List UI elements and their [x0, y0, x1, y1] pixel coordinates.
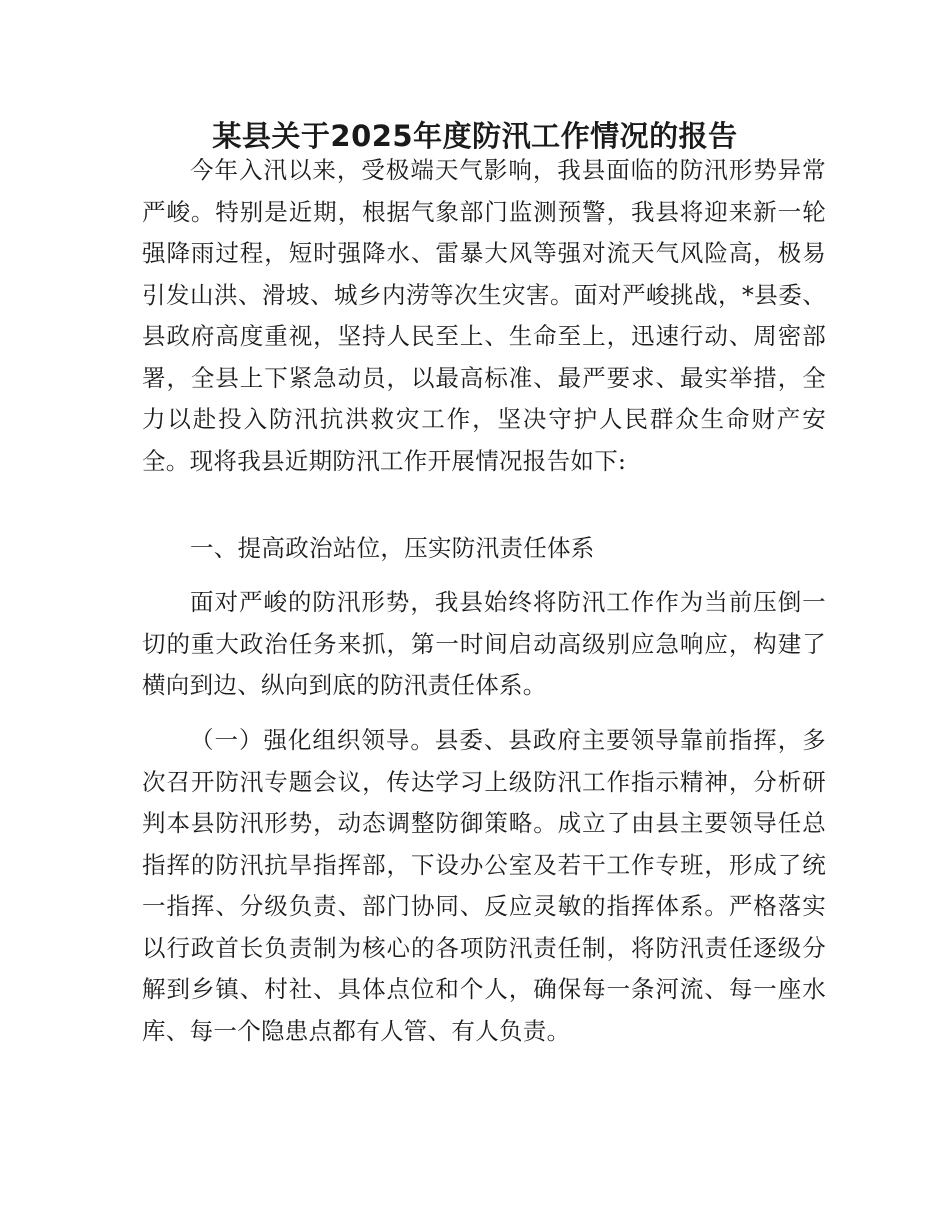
- document-title: 某县关于2025年度防汛工作情况的报告: [212, 119, 738, 153]
- section-heading: 一、提高政治站位，压实防汛责任体系: [190, 534, 595, 562]
- intro-paragraph: 今年入汛以来，受极端天气影响，我县面临的防汛形势异常严峻。特别是近期，根据气象部门监测预警，我县将迎来新一轮强降雨过程，短时强降水、雷暴大风等强对流天气风险高，极易引发山洪、滑坡、城乡内涝等次生灾害。面对严峻挑战，*县委、县政府高度重视，坚持人民至上、生命至上，迅速行动、周密部署，全县上下紧急动员，以最高标准、最严要求、最实举措，全力以赴投入防汛抗洪救灾工作，坚决守护人民群众生命财产安全。现将我县近期防汛工作开展情况报告如下:: [142, 156, 826, 475]
- section-body-paragraph: 面对严峻的防汛形势，我县始终将防汛工作作为当前压倒一切的重大政治任务来抓，第一时间启动高级别应急响应，构建了横向到边、纵向到底的防汛责任体系。: [142, 588, 826, 699]
- subsection-paragraph: （一）强化组织领导。县委、县政府主要领导靠前指挥，多次召开防汛专题会议，传达学习上级防汛工作指示精神，分析研判本县防汛形势，动态调整防御策略。成立了由县主要领导任总指挥的防汛抗旱指挥部，下设办公室及若干工作专班，形成了统一指挥、分级负责、部门协同、反应灵敏的指挥体系。严格落实以行政首长负责制为核心的各项防汛责任制，将防汛责任逐级分解到乡镇、村社、具体点位和个人，确保每一条河流、每一座水库、每一个隐患点都有人管、有人负责。: [142, 726, 826, 1045]
